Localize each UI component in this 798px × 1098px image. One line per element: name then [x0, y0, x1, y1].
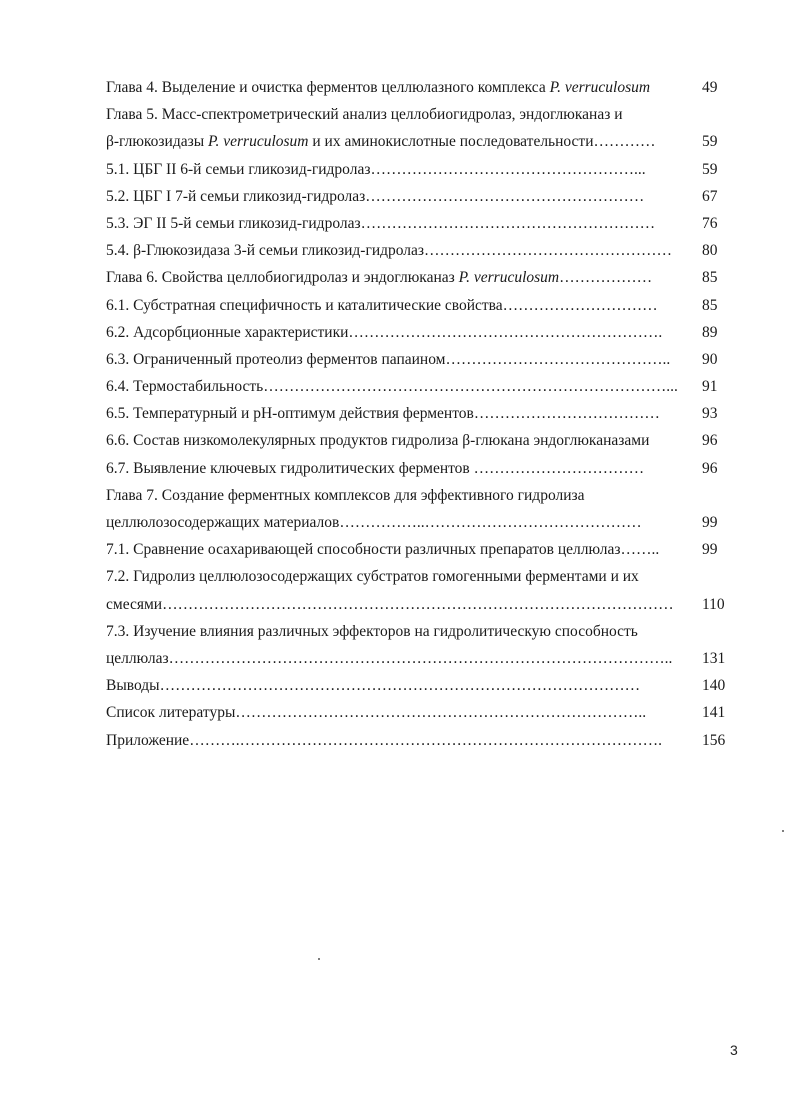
toc-entry-page: 96	[702, 459, 718, 477]
toc-entry-page: 85	[702, 269, 718, 287]
toc-entry-page: 85	[702, 296, 718, 314]
toc-entry-page: 80	[702, 242, 718, 260]
toc-entry-title: Выводы…………………………………………………………………………………	[106, 677, 641, 695]
toc-entry-page: 96	[702, 432, 718, 450]
toc-entry-title: смесями………………………………………………………………………………………	[106, 595, 674, 613]
toc-entry	[106, 264, 726, 291]
toc-entry-title: 6.1. Субстратная специфичность и каталитические свойства…………………………	[106, 296, 658, 314]
toc-entry-page: 76	[702, 214, 718, 232]
toc-entry-title: 6.7. Выявление ключевых гидролитических ферментов ……………………………	[106, 459, 645, 477]
toc-entry-title: 6.3. Ограниченный протеолиз ферментов папаином……………………………………..	[106, 350, 671, 368]
toc-entry	[106, 400, 726, 427]
toc-entry	[106, 618, 726, 645]
toc-entry-page: 59	[702, 160, 718, 178]
toc-entry	[106, 482, 726, 509]
toc-entry-page: 140	[702, 677, 726, 695]
toc-entry-title: целлюлозосодержащих материалов……………..……………………………………	[106, 514, 642, 531]
toc-entry-title: 7.2. Гидролиз целлюлозосодержащих субстратов гомогенными ферментами и их	[106, 568, 639, 586]
toc-entry-title: 6.2. Адсорбционные характеристики…………………………………………………….	[106, 323, 663, 341]
toc-entry-title: Глава 7. Создание ферментных комплексов для эффективного гидролиза	[106, 486, 585, 504]
toc-entry-page: 67	[702, 187, 718, 205]
toc-entry	[106, 210, 726, 237]
toc-entry	[106, 509, 726, 536]
toc-entry-page: 99	[702, 541, 718, 559]
toc-entry-title: Глава 5. Масс-спектрометрический анализ целлобиогидролаз, эндоглюканаз и	[106, 106, 623, 124]
toc-entry	[106, 183, 726, 210]
toc-entry-page: 110	[702, 595, 725, 613]
toc-entry-title: 6.6. Состав низкомолекулярных продуктов гидролиза β-глюкана эндоглюканазами	[106, 432, 650, 450]
toc-entry-title: 5.3. ЭГ II 5-й семьи гликозид-гидролаз…………………………………………………	[106, 214, 656, 232]
toc-entry	[106, 237, 726, 264]
toc-entry-page: 131	[702, 649, 726, 667]
toc-entry-title: Список литературы……………………………………………………………………..	[106, 704, 647, 722]
toc-entry	[106, 373, 726, 400]
page-number: 3	[730, 1042, 738, 1058]
table-of-contents	[106, 74, 726, 754]
toc-entry-page: 91	[702, 378, 718, 396]
toc-entry-page: 90	[702, 350, 718, 368]
toc-entry	[106, 563, 726, 590]
toc-entry	[106, 346, 726, 373]
toc-entry-page: 59	[702, 133, 718, 151]
toc-entry	[106, 128, 726, 155]
toc-entry	[106, 727, 726, 754]
toc-entry	[106, 319, 726, 346]
toc-entry	[106, 74, 726, 101]
toc-entry	[106, 699, 726, 726]
toc-entry	[106, 672, 726, 699]
toc-entry-page: 89	[702, 323, 718, 341]
toc-entry	[106, 645, 726, 672]
toc-entry-title: 6.5. Температурный и pH-оптимум действия ферментов………………………………	[106, 405, 660, 423]
scan-speck	[318, 958, 320, 960]
toc-entry-title: β-глюкозидазы P. verruculosum и их аминокислотные последовательности…………	[106, 133, 656, 151]
toc-entry	[106, 591, 726, 618]
toc-entry-title: 6.4. Термостабильность……………………………………………………………………...	[106, 378, 678, 396]
toc-entry	[106, 455, 726, 482]
toc-entry	[106, 427, 726, 454]
toc-entry-title: 5.1. ЦБГ II 6-й семьи гликозид-гидролаз……………………………………………...	[106, 160, 646, 178]
toc-entry-title: целлюлаз……………………………………………………………………………………..	[106, 649, 673, 667]
toc-entry	[106, 536, 726, 563]
scan-speck	[782, 830, 784, 832]
toc-entry	[106, 292, 726, 319]
toc-entry-title: Глава 6. Свойства целлобиогидролаз и эндоглюканаз P. verruculosum………………	[106, 269, 653, 287]
toc-entry-page: 156	[702, 731, 726, 749]
toc-entry-page: 141	[702, 704, 726, 722]
toc-entry-title: 7.1. Сравнение осахаривающей способности различных препаратов целлюлаз……..	[106, 541, 660, 559]
toc-entry	[106, 101, 726, 128]
toc-entry-title: 5.2. ЦБГ I 7-й семьи гликозид-гидролаз………………………………………………	[106, 187, 645, 205]
toc-entry-page: 49	[702, 79, 718, 96]
toc-entry-page: 93	[702, 405, 718, 423]
toc-entry	[106, 156, 726, 183]
toc-entry-title: 5.4. β-Глюкозидаза 3-й семьи гликозид-гидролаз…………………………………………	[106, 242, 673, 260]
toc-entry-title: Приложение……….……………………………………………………………………….	[106, 731, 662, 749]
toc-entry-title: Глава 4. Выделение и очистка ферментов целлюлазного комплекса P. verruculosum	[106, 79, 651, 96]
toc-entry-title: 7.3. Изучение влияния различных эффекторов на гидролитическую способность	[106, 622, 638, 640]
toc-entry-page: 99	[702, 514, 718, 531]
